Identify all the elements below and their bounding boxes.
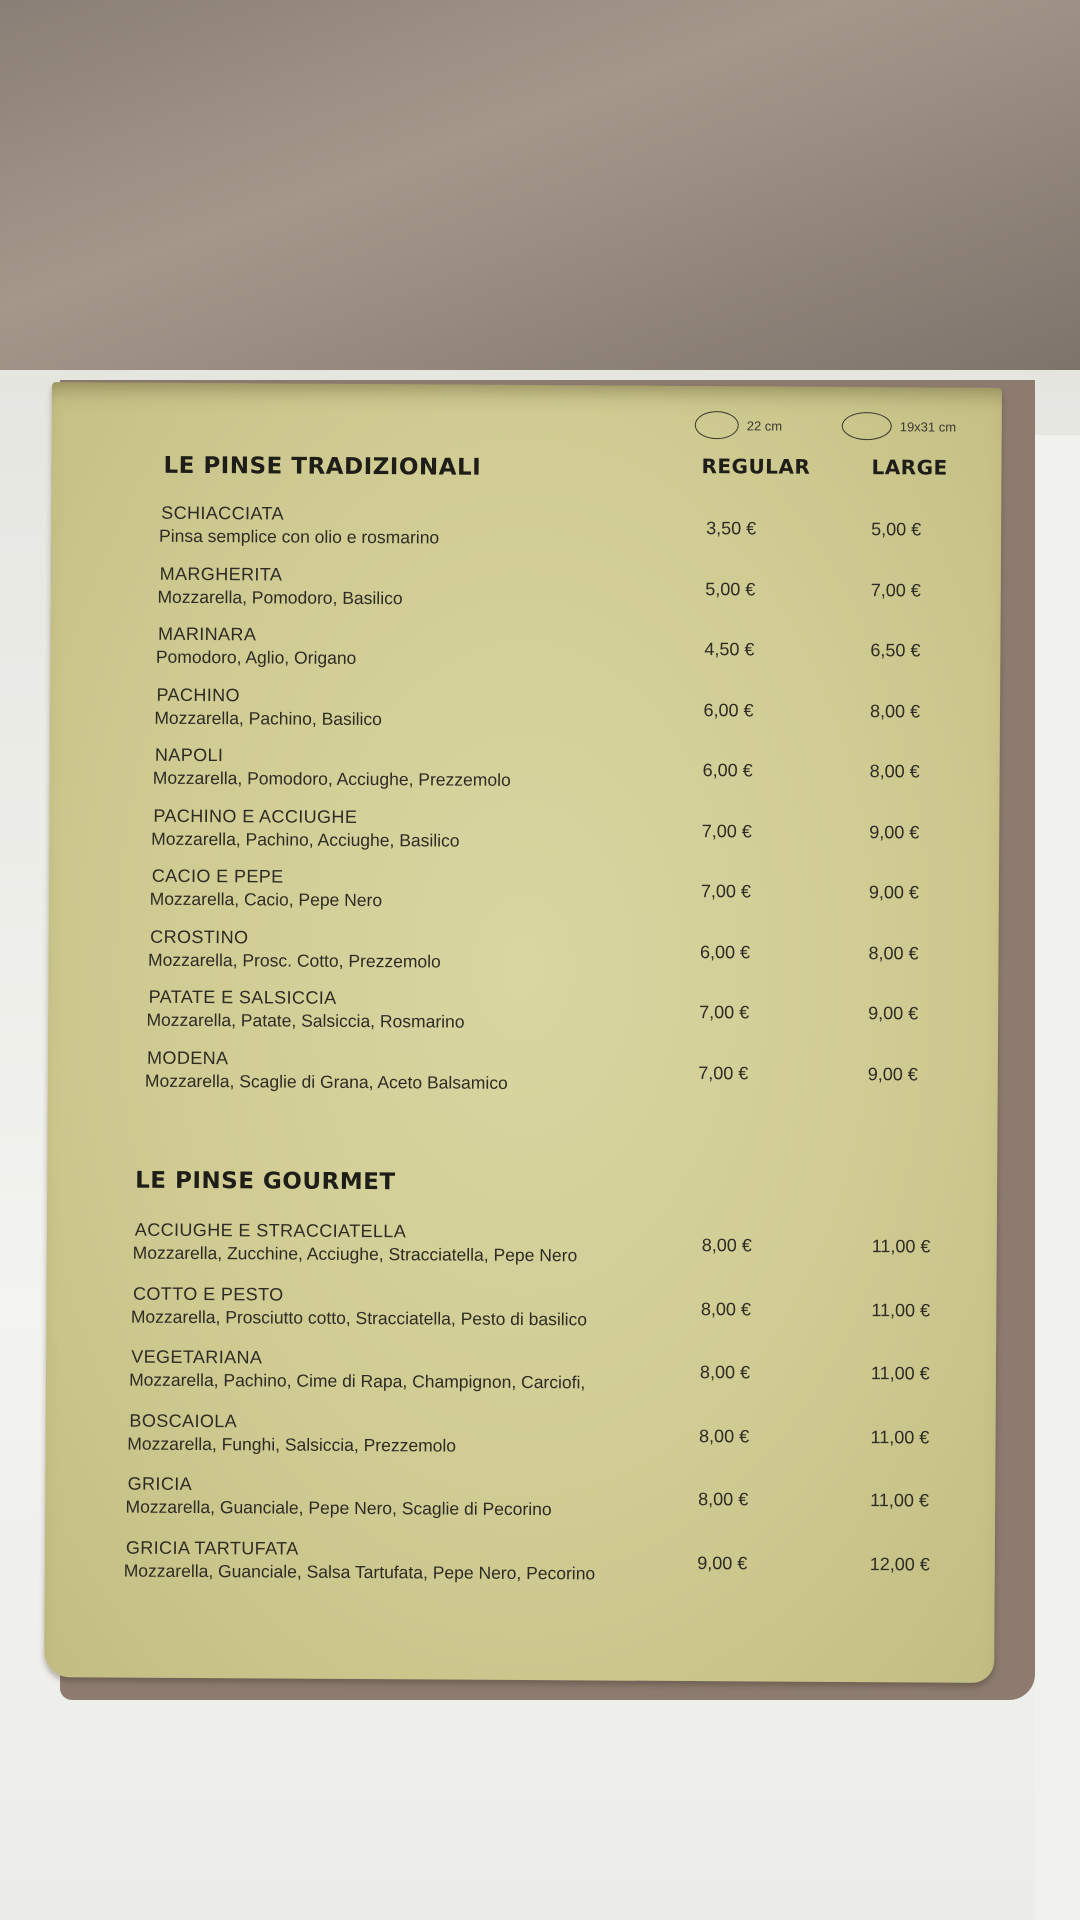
price-regular: 7,00 €: [700, 881, 752, 902]
price-regular: 8,00 €: [699, 1425, 750, 1446]
price-regular: 5,00 €: [705, 578, 756, 599]
oval-pizza-icon: [842, 412, 892, 440]
menu-item-row: [49, 865, 989, 929]
item-description: Mozzarella, Pachino, Acciughe, Basilico: [151, 828, 460, 851]
item-description: Mozzarella, Guanciale, Salsa Tartufata, Pepe Nero, Pecorino: [123, 1560, 596, 1583]
menu-page: [44, 382, 1002, 1683]
price-large: 7,00 €: [870, 579, 921, 600]
price-regular: 9,00 €: [697, 1552, 748, 1573]
menu-item-row: [51, 563, 991, 627]
price-regular: 8,00 €: [701, 1235, 752, 1256]
item-name: MARGHERITA: [159, 563, 283, 585]
item-name: PATATE E SALSICCIA: [148, 986, 337, 1008]
regular-size-label: 22 cm: [746, 417, 783, 434]
item-description: Pomodoro, Aglio, Origano: [155, 646, 357, 668]
price-regular: 6,00 €: [699, 941, 751, 962]
price-regular: 8,00 €: [698, 1489, 749, 1510]
menu-item-row: [46, 1346, 986, 1410]
item-description: Mozzarella, Funghi, Salsiccia, Prezzemolo: [127, 1433, 457, 1456]
item-description: Mozzarella, Pachino, Basilico: [154, 707, 383, 729]
price-large: 11,00 €: [871, 1299, 931, 1320]
price-large: 9,00 €: [867, 1063, 918, 1084]
price-large: 8,00 €: [869, 700, 921, 721]
menu-item-row: [50, 623, 990, 687]
item-name: MARINARA: [158, 623, 257, 645]
menu-item-row: [48, 986, 988, 1050]
price-regular: 7,00 €: [701, 820, 752, 841]
column-header-regular: REGULAR: [701, 454, 811, 479]
price-large: 9,00 €: [869, 821, 920, 842]
price-large: 8,00 €: [869, 761, 920, 782]
price-regular: 7,00 €: [699, 1002, 750, 1023]
menu-item-row: [51, 502, 991, 566]
item-description: Mozzarella, Pomodoro, Basilico: [157, 586, 403, 608]
menu-item-row: [48, 1047, 988, 1111]
item-description: Mozzarella, Pachino, Cime di Rapa, Champignon, Carciofi,: [129, 1369, 586, 1393]
menu-item-row: [49, 805, 989, 869]
item-description: Mozzarella, Zucchine, Acciughe, Stracciatella, Pepe Nero: [132, 1242, 578, 1266]
price-regular: 8,00 €: [699, 1362, 751, 1383]
price-large: 11,00 €: [870, 1490, 929, 1511]
item-description: Mozzarella, Prosciutto cotto, Stracciatella, Pesto di basilico: [130, 1306, 588, 1329]
item-name: PACHINO E ACCIUGHE: [153, 805, 358, 827]
menu-item-row: [50, 684, 990, 748]
item-description: Mozzarella, Cacio, Pepe Nero: [149, 888, 383, 911]
item-name: SCHIACCIATA: [161, 502, 285, 524]
item-name: NAPOLI: [154, 744, 224, 766]
item-name: PACHINO: [156, 684, 241, 705]
price-large: 8,00 €: [868, 942, 919, 963]
item-name: COTTO E PESTO: [132, 1283, 284, 1305]
price-large: 11,00 €: [870, 1426, 930, 1447]
price-regular: 4,50 €: [704, 639, 755, 660]
item-description: Mozzarella, Prosc. Cotto, Prezzemolo: [148, 949, 441, 971]
price-large: 5,00 €: [871, 519, 922, 540]
menu-item-row: [46, 1283, 986, 1347]
item-name: VEGETARIANA: [131, 1346, 263, 1368]
item-name: CACIO E PEPE: [151, 865, 284, 887]
price-regular: 7,00 €: [698, 1062, 749, 1083]
paper-edge: [1035, 435, 1080, 1920]
item-name: ACCIUGHE E STRACCIATELLA: [134, 1219, 407, 1242]
price-regular: 6,00 €: [703, 699, 754, 720]
large-size-label: 19x31 cm: [899, 418, 957, 435]
item-name: GRICIA: [127, 1473, 193, 1494]
item-description: Pinsa semplice con olio e rosmarino: [159, 525, 440, 548]
price-large: 6,50 €: [870, 640, 921, 661]
item-name: CROSTINO: [150, 926, 249, 947]
regular-size-indicator: [695, 411, 783, 440]
menu-item-row: [45, 1410, 985, 1474]
price-large: 12,00 €: [869, 1553, 930, 1574]
section-title-gourmet: LE PINSE GOURMET: [135, 1167, 396, 1196]
price-large: 9,00 €: [868, 882, 920, 903]
price-regular: 6,00 €: [702, 760, 753, 781]
item-description: Mozzarella, Pomodoro, Acciughe, Prezzemolo: [152, 767, 511, 790]
round-pizza-icon: [695, 411, 739, 439]
item-name: MODENA: [147, 1047, 229, 1068]
price-large: 11,00 €: [870, 1363, 930, 1384]
price-large: 11,00 €: [871, 1236, 931, 1257]
wooden-background: [0, 0, 1080, 380]
price-regular: 8,00 €: [700, 1298, 751, 1319]
menu-item-row: [45, 1537, 985, 1601]
item-name: GRICIA TARTUFATA: [125, 1537, 299, 1559]
large-size-indicator: [842, 412, 957, 441]
item-description: Mozzarella, Guanciale, Pepe Nero, Scaglie di Pecorino: [125, 1496, 552, 1520]
column-header-large: LARGE: [871, 455, 948, 480]
item-name: BOSCAIOLA: [129, 1410, 238, 1431]
menu-item-row: [47, 1219, 987, 1283]
menu-item-row: [48, 926, 988, 990]
price-large: 9,00 €: [868, 1003, 919, 1024]
menu-item-row: [49, 744, 989, 808]
menu-item-row: [45, 1473, 985, 1537]
price-regular: 3,50 €: [706, 518, 757, 539]
item-description: Mozzarella, Patate, Salsiccia, Rosmarino: [146, 1009, 465, 1032]
item-description: Mozzarella, Scaglie di Grana, Aceto Balsamico: [144, 1070, 508, 1093]
section-title-tradizionali: LE PINSE TRADIZIONALI: [163, 452, 482, 481]
